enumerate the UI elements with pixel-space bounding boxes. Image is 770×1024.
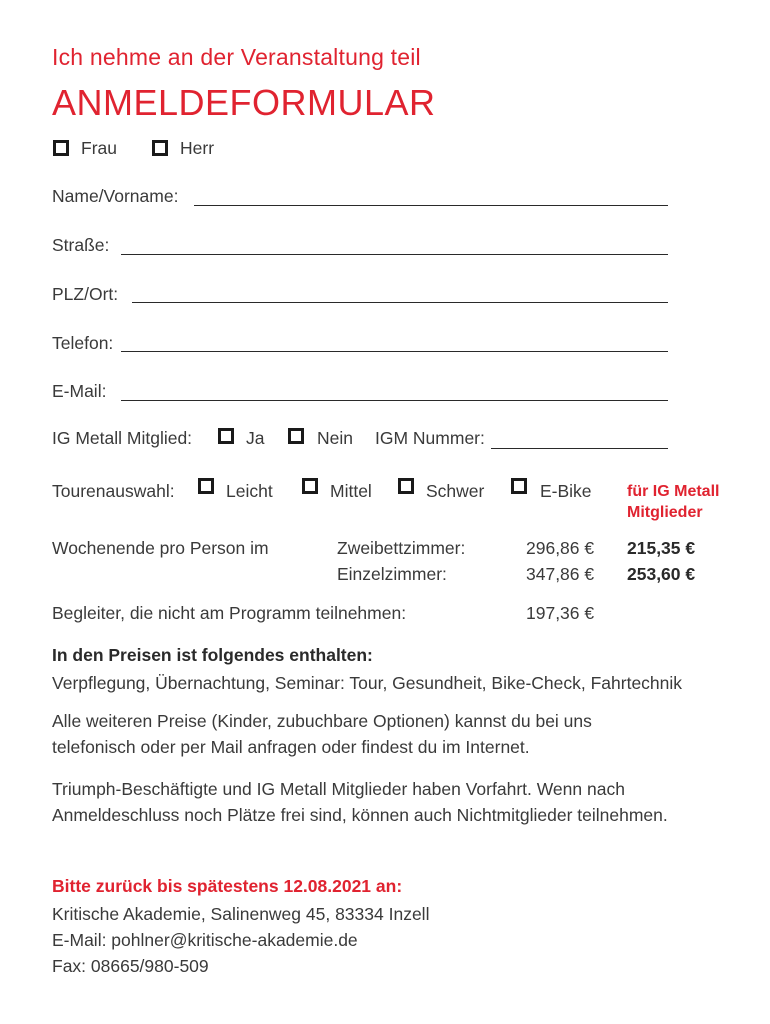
city-field[interactable] — [132, 302, 668, 303]
label-herr: Herr — [180, 138, 215, 158]
included-heading: In den Preisen ist folgendes enthalten: — [52, 645, 373, 665]
label-frau: Frau — [81, 138, 117, 158]
included-items: Verpflegung, Übernachtung, Seminar: Tour, Gesundheit, Bike-Check, Fahrtechnik — [52, 673, 683, 693]
label-city: PLZ/Ort: — [52, 284, 119, 304]
info-paragraph-1-line-2: telefonisch oder per Mail anfragen oder findest du im Internet. — [52, 737, 530, 757]
label-phone: Telefon: — [52, 333, 114, 353]
contact-email: E-Mail: pohlner@kritische-akademie.de — [52, 930, 358, 950]
street-field[interactable] — [121, 254, 668, 255]
form-title: ANMELDEFORMULAR — [52, 82, 436, 123]
price-single-room: 347,86 € — [526, 564, 595, 584]
price-companion: 197,36 € — [526, 603, 595, 623]
price-double-room: 296,86 € — [526, 538, 595, 558]
checkbox-member-yes[interactable] — [218, 428, 234, 444]
checkbox-frau[interactable] — [53, 140, 69, 156]
info-paragraph-1-line-1: Alle weiteren Preise (Kinder, zubuchbare Optionen) kannst du bei uns — [52, 711, 592, 731]
label-email: E-Mail: — [52, 381, 107, 401]
label-igm-number: IGM Nummer: — [375, 428, 485, 448]
price-single-room-member: 253,60 € — [627, 564, 696, 584]
info-paragraph-2-line-2: Anmeldeschluss noch Plätze frei sind, können auch Nichtmitglieder teilnehmen. — [52, 805, 668, 825]
member-note-line2: Mitglieder — [627, 504, 703, 521]
checkbox-tour-leicht[interactable] — [198, 478, 214, 494]
label-tour-mittel: Mittel — [330, 481, 372, 501]
checkbox-herr[interactable] — [152, 140, 168, 156]
label-double-room: Zweibettzimmer: — [337, 538, 466, 558]
form-subtitle: Ich nehme an der Veranstaltung teil — [52, 44, 421, 70]
member-note-line1: für IG Metall — [627, 483, 720, 500]
contact-fax: Fax: 08665/980-509 — [52, 956, 209, 976]
contact-address: Kritische Akademie, Salinenweg 45, 83334 Inzell — [52, 904, 430, 924]
label-name: Name/Vorname: — [52, 186, 179, 206]
label-member-yes: Ja — [246, 428, 265, 448]
label-tour-ebike: E-Bike — [540, 481, 592, 501]
label-tour-leicht: Leicht — [226, 481, 273, 501]
label-street: Straße: — [52, 235, 110, 255]
checkbox-tour-schwer[interactable] — [398, 478, 414, 494]
label-member-no: Nein — [317, 428, 353, 448]
label-single-room: Einzelzimmer: — [337, 564, 447, 584]
checkbox-member-no[interactable] — [288, 428, 304, 444]
info-paragraph-2-line-1: Triumph-Beschäftigte und IG Metall Mitglieder haben Vorfahrt. Wenn nach — [52, 779, 625, 799]
email-field[interactable] — [121, 400, 668, 401]
label-weekend: Wochenende pro Person im — [52, 538, 269, 558]
checkbox-tour-mittel[interactable] — [302, 478, 318, 494]
igm-number-field[interactable] — [491, 448, 668, 449]
label-tour: Tourenauswahl: — [52, 481, 175, 501]
label-companion: Begleiter, die nicht am Programm teilnehmen: — [52, 603, 407, 623]
phone-field[interactable] — [121, 351, 668, 352]
label-tour-schwer: Schwer — [426, 481, 485, 501]
name-field[interactable] — [194, 205, 668, 206]
checkbox-tour-ebike[interactable] — [511, 478, 527, 494]
price-double-room-member: 215,35 € — [627, 538, 696, 558]
return-deadline-heading: Bitte zurück bis spätestens 12.08.2021 an: — [52, 876, 403, 896]
label-membership: IG Metall Mitglied: — [52, 428, 193, 448]
